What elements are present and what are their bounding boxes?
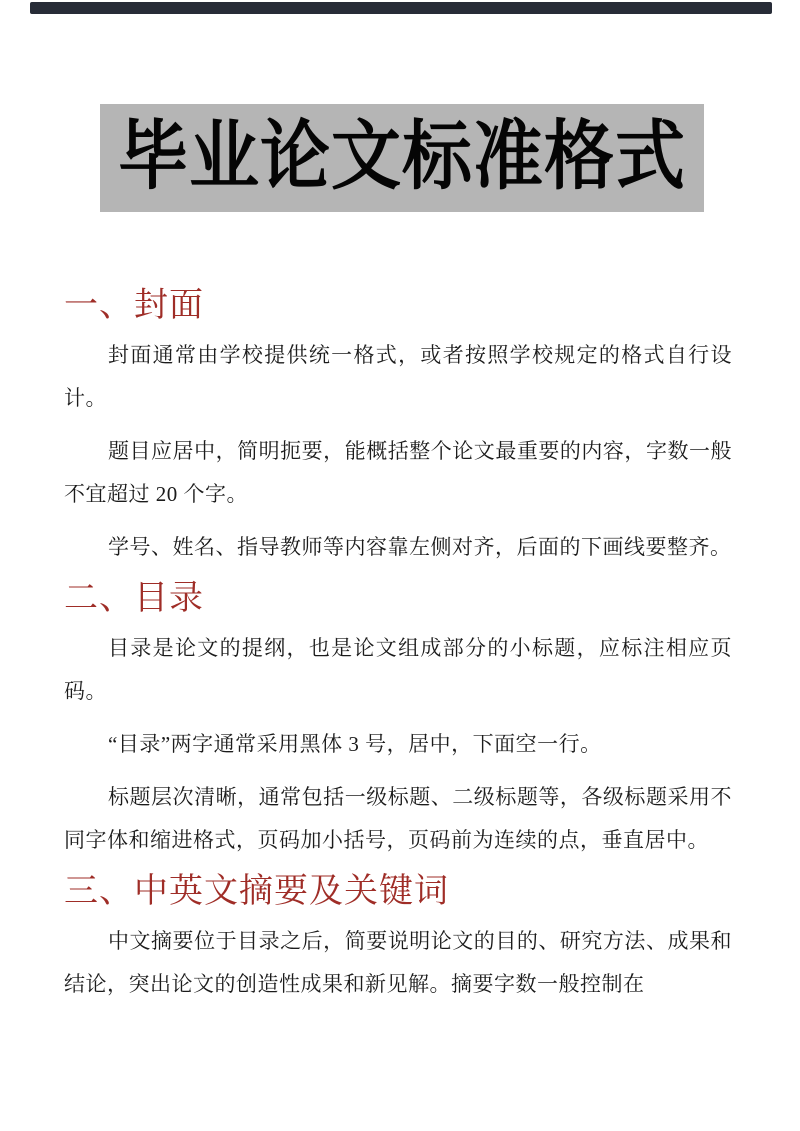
section-heading-toc: 二、目录 (64, 580, 204, 617)
paragraph: 封面通常由学校提供统一格式，或者按照学校规定的格式自行设计。 (64, 343, 732, 410)
section-heading-cover: 一、封面 (64, 287, 204, 324)
paragraph: 标题层次清晰，通常包括一级标题、二级标题等，各级标题采用不同字体和缩进格式，页码加小括号，页码前为连续的点，垂直居中。 (64, 785, 732, 852)
section-heading-abstract: 三、中英文摘要及关键词 (64, 873, 449, 910)
paragraph: 中文摘要位于目录之后，简要说明论文的目的、研究方法、成果和结论，突出论文的创造性成果和新见解。摘要字数一般控制在 (64, 929, 732, 996)
paragraph: 目录是论文的提纲，也是论文组成部分的小标题，应标注相应页码。 (64, 636, 732, 703)
top-scrollbar[interactable] (30, 2, 772, 14)
paragraph: 学号、姓名、指导教师等内容靠左侧对齐，后面的下画线要整齐。 (108, 535, 732, 559)
document-body (64, 288, 732, 1006)
document-title: 毕业论文标准格式 (118, 115, 686, 200)
paragraph: “目录”两字通常采用黑体 3 号，居中，下面空一行。 (108, 732, 602, 756)
paragraph: 题目应居中，简明扼要，能概括整个论文最重要的内容，字数一般不宜超过 20 个字。 (64, 439, 732, 506)
title-banner (100, 104, 704, 212)
